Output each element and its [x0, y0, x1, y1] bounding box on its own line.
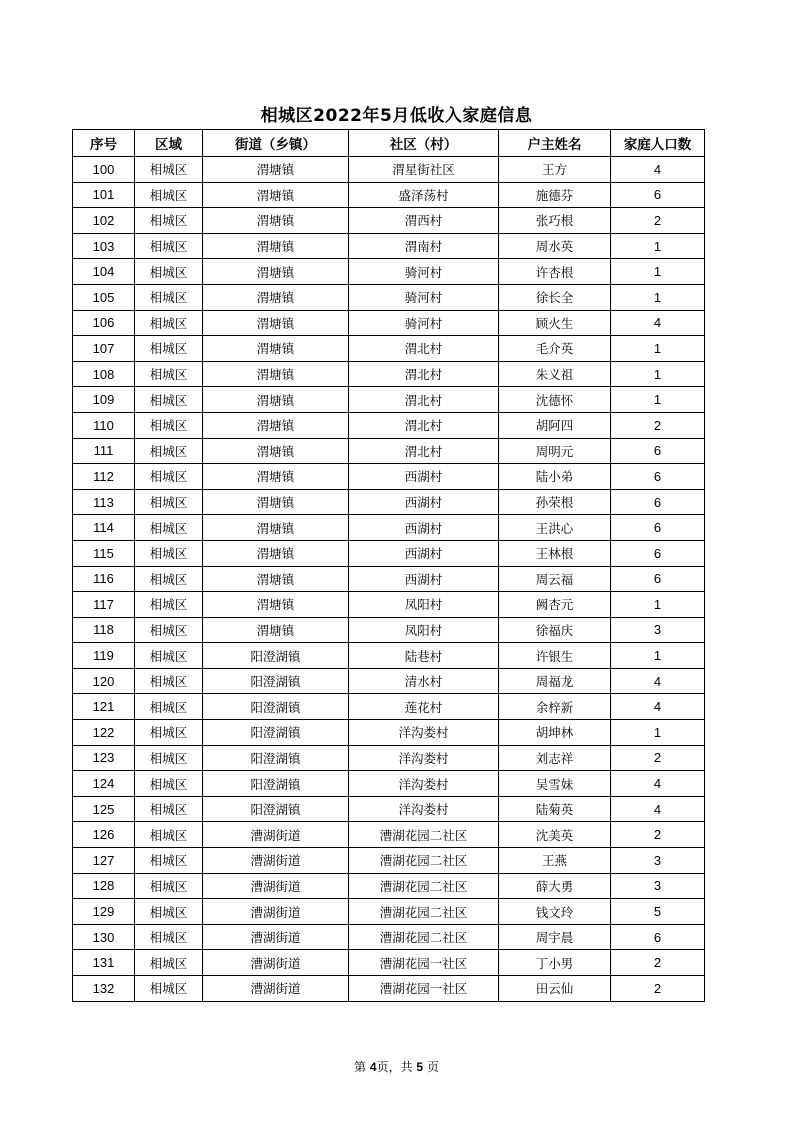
cell-householder: 施德芬	[499, 182, 611, 208]
low-income-table	[72, 129, 705, 1002]
cell-householder: 许杏根	[499, 259, 611, 285]
cell-street: 漕湖街道	[203, 976, 349, 1002]
table-row	[73, 233, 705, 259]
cell-region: 相城区	[135, 848, 203, 874]
table-row	[73, 540, 705, 566]
cell-family-size: 1	[611, 336, 705, 362]
cell-community: 骑河村	[349, 284, 499, 310]
cell-family-size: 6	[611, 540, 705, 566]
cell-community: 骑河村	[349, 310, 499, 336]
cell-index: 125	[73, 796, 135, 822]
cell-region: 相城区	[135, 182, 203, 208]
table-row	[73, 412, 705, 438]
cell-family-size: 6	[611, 464, 705, 490]
cell-family-size: 1	[611, 284, 705, 310]
cell-householder: 沈美英	[499, 822, 611, 848]
cell-householder: 徐长全	[499, 284, 611, 310]
cell-family-size: 4	[611, 310, 705, 336]
cell-community: 渭北村	[349, 336, 499, 362]
cell-region: 相城区	[135, 566, 203, 592]
cell-householder: 薛大勇	[499, 873, 611, 899]
cell-region: 相城区	[135, 464, 203, 490]
cell-street: 阳澄湖镇	[203, 720, 349, 746]
cell-family-size: 3	[611, 848, 705, 874]
table-row	[73, 873, 705, 899]
table-body	[73, 157, 705, 1002]
header-region: 区域	[135, 130, 203, 157]
cell-region: 相城区	[135, 438, 203, 464]
table-row	[73, 668, 705, 694]
cell-index: 123	[73, 745, 135, 771]
cell-street: 渭塘镇	[203, 208, 349, 234]
cell-index: 116	[73, 566, 135, 592]
cell-family-size: 4	[611, 694, 705, 720]
cell-street: 渭塘镇	[203, 412, 349, 438]
cell-community: 渭星街社区	[349, 157, 499, 183]
cell-region: 相城区	[135, 592, 203, 618]
table-row	[73, 310, 705, 336]
cell-community: 渭北村	[349, 438, 499, 464]
cell-index: 118	[73, 617, 135, 643]
cell-family-size: 1	[611, 643, 705, 669]
cell-street: 渭塘镇	[203, 515, 349, 541]
cell-street: 渭塘镇	[203, 182, 349, 208]
cell-street: 漕湖街道	[203, 822, 349, 848]
cell-householder: 许银生	[499, 643, 611, 669]
cell-householder: 孙荣根	[499, 489, 611, 515]
table-row	[73, 387, 705, 413]
table-row	[73, 796, 705, 822]
cell-index: 121	[73, 694, 135, 720]
cell-region: 相城区	[135, 668, 203, 694]
cell-street: 漕湖街道	[203, 899, 349, 925]
cell-family-size: 1	[611, 387, 705, 413]
footer-total-pages: 5	[416, 1060, 424, 1074]
cell-community: 凤阳村	[349, 617, 499, 643]
table-row	[73, 566, 705, 592]
table-row	[73, 924, 705, 950]
cell-community: 洋沟娄村	[349, 720, 499, 746]
cell-region: 相城区	[135, 336, 203, 362]
cell-region: 相城区	[135, 157, 203, 183]
table-row	[73, 694, 705, 720]
cell-householder: 余梓新	[499, 694, 611, 720]
cell-index: 120	[73, 668, 135, 694]
cell-index: 100	[73, 157, 135, 183]
table-row	[73, 745, 705, 771]
table-row	[73, 208, 705, 234]
cell-family-size: 4	[611, 771, 705, 797]
cell-index: 106	[73, 310, 135, 336]
cell-householder: 徐福庆	[499, 617, 611, 643]
cell-community: 西湖村	[349, 515, 499, 541]
cell-street: 渭塘镇	[203, 438, 349, 464]
cell-index: 131	[73, 950, 135, 976]
cell-community: 陆巷村	[349, 643, 499, 669]
cell-index: 117	[73, 592, 135, 618]
cell-householder: 沈德怀	[499, 387, 611, 413]
cell-index: 113	[73, 489, 135, 515]
cell-family-size: 2	[611, 208, 705, 234]
cell-householder: 周水英	[499, 233, 611, 259]
cell-householder: 丁小男	[499, 950, 611, 976]
cell-family-size: 4	[611, 668, 705, 694]
cell-community: 漕湖花园一社区	[349, 976, 499, 1002]
cell-householder: 田云仙	[499, 976, 611, 1002]
table-row	[73, 899, 705, 925]
cell-family-size: 4	[611, 157, 705, 183]
cell-index: 130	[73, 924, 135, 950]
cell-street: 渭塘镇	[203, 310, 349, 336]
cell-householder: 刘志祥	[499, 745, 611, 771]
cell-community: 漕湖花园二社区	[349, 848, 499, 874]
cell-community: 洋沟娄村	[349, 796, 499, 822]
cell-family-size: 2	[611, 822, 705, 848]
cell-street: 渭塘镇	[203, 233, 349, 259]
footer-suffix: 页	[426, 1060, 439, 1074]
cell-region: 相城区	[135, 540, 203, 566]
cell-family-size: 5	[611, 899, 705, 925]
page-title: 相城区2022年5月低收入家庭信息	[260, 106, 533, 126]
cell-community: 渭西村	[349, 208, 499, 234]
cell-family-size: 2	[611, 950, 705, 976]
cell-street: 阳澄湖镇	[203, 745, 349, 771]
cell-community: 西湖村	[349, 489, 499, 515]
cell-householder: 周福龙	[499, 668, 611, 694]
table-header-row	[73, 130, 705, 157]
cell-family-size: 1	[611, 592, 705, 618]
cell-householder: 王燕	[499, 848, 611, 874]
cell-family-size: 6	[611, 515, 705, 541]
cell-householder: 吴雪妹	[499, 771, 611, 797]
cell-community: 漕湖花园一社区	[349, 950, 499, 976]
cell-family-size: 2	[611, 745, 705, 771]
cell-street: 渭塘镇	[203, 387, 349, 413]
table-row	[73, 361, 705, 387]
cell-family-size: 2	[611, 976, 705, 1002]
cell-community: 莲花村	[349, 694, 499, 720]
cell-community: 渭北村	[349, 412, 499, 438]
cell-region: 相城区	[135, 233, 203, 259]
cell-family-size: 1	[611, 720, 705, 746]
cell-family-size: 3	[611, 873, 705, 899]
cell-community: 凤阳村	[349, 592, 499, 618]
cell-family-size: 6	[611, 182, 705, 208]
footer-prefix: 第	[354, 1060, 367, 1074]
cell-region: 相城区	[135, 361, 203, 387]
cell-region: 相城区	[135, 694, 203, 720]
cell-street: 渭塘镇	[203, 592, 349, 618]
cell-community: 漕湖花园二社区	[349, 873, 499, 899]
cell-householder: 张巧根	[499, 208, 611, 234]
cell-community: 洋沟娄村	[349, 745, 499, 771]
cell-index: 101	[73, 182, 135, 208]
cell-region: 相城区	[135, 489, 203, 515]
header-community: 社区（村）	[349, 130, 499, 157]
cell-index: 109	[73, 387, 135, 413]
footer-middle: 页，共	[376, 1060, 413, 1074]
cell-index: 122	[73, 720, 135, 746]
cell-index: 108	[73, 361, 135, 387]
cell-family-size: 2	[611, 412, 705, 438]
cell-community: 骑河村	[349, 259, 499, 285]
cell-householder: 周云福	[499, 566, 611, 592]
cell-community: 西湖村	[349, 464, 499, 490]
cell-region: 相城区	[135, 822, 203, 848]
cell-index: 110	[73, 412, 135, 438]
cell-community: 西湖村	[349, 540, 499, 566]
cell-index: 124	[73, 771, 135, 797]
table-row	[73, 259, 705, 285]
cell-region: 相城区	[135, 643, 203, 669]
table-row	[73, 617, 705, 643]
cell-region: 相城区	[135, 617, 203, 643]
cell-index: 103	[73, 233, 135, 259]
table-row	[73, 848, 705, 874]
cell-region: 相城区	[135, 259, 203, 285]
cell-street: 渭塘镇	[203, 361, 349, 387]
cell-householder: 胡阿四	[499, 412, 611, 438]
cell-community: 漕湖花园二社区	[349, 899, 499, 925]
cell-community: 渭北村	[349, 387, 499, 413]
cell-region: 相城区	[135, 387, 203, 413]
cell-street: 阳澄湖镇	[203, 796, 349, 822]
cell-community: 漕湖花园二社区	[349, 924, 499, 950]
header-family-size: 家庭人口数	[611, 130, 705, 157]
table-row	[73, 438, 705, 464]
cell-householder: 胡坤林	[499, 720, 611, 746]
cell-region: 相城区	[135, 412, 203, 438]
cell-index: 129	[73, 899, 135, 925]
cell-region: 相城区	[135, 796, 203, 822]
cell-index: 102	[73, 208, 135, 234]
cell-index: 127	[73, 848, 135, 874]
cell-street: 阳澄湖镇	[203, 643, 349, 669]
cell-street: 渭塘镇	[203, 540, 349, 566]
cell-street: 漕湖街道	[203, 924, 349, 950]
cell-community: 盛泽荡村	[349, 182, 499, 208]
cell-street: 阳澄湖镇	[203, 668, 349, 694]
cell-community: 西湖村	[349, 566, 499, 592]
cell-family-size: 1	[611, 361, 705, 387]
table-row	[73, 336, 705, 362]
cell-index: 111	[73, 438, 135, 464]
cell-street: 渭塘镇	[203, 489, 349, 515]
cell-householder: 顾火生	[499, 310, 611, 336]
cell-householder: 陆菊英	[499, 796, 611, 822]
cell-householder: 王洪心	[499, 515, 611, 541]
footer-page-number: 4	[369, 1060, 377, 1074]
cell-family-size: 4	[611, 796, 705, 822]
cell-index: 114	[73, 515, 135, 541]
page-footer	[0, 1058, 793, 1075]
cell-family-size: 6	[611, 566, 705, 592]
cell-index: 119	[73, 643, 135, 669]
cell-family-size: 6	[611, 924, 705, 950]
cell-street: 渭塘镇	[203, 336, 349, 362]
cell-index: 112	[73, 464, 135, 490]
cell-street: 渭塘镇	[203, 464, 349, 490]
cell-index: 115	[73, 540, 135, 566]
header-street: 街道（乡镇）	[203, 130, 349, 157]
table-row	[73, 592, 705, 618]
cell-householder: 阙杏元	[499, 592, 611, 618]
cell-community: 清水村	[349, 668, 499, 694]
cell-index: 132	[73, 976, 135, 1002]
cell-region: 相城区	[135, 899, 203, 925]
cell-family-size: 1	[611, 233, 705, 259]
cell-householder: 周宇晨	[499, 924, 611, 950]
table-row	[73, 284, 705, 310]
cell-region: 相城区	[135, 284, 203, 310]
cell-region: 相城区	[135, 745, 203, 771]
cell-street: 渭塘镇	[203, 284, 349, 310]
cell-householder: 毛介英	[499, 336, 611, 362]
cell-community: 漕湖花园二社区	[349, 822, 499, 848]
cell-street: 阳澄湖镇	[203, 771, 349, 797]
table-row	[73, 720, 705, 746]
table-row	[73, 950, 705, 976]
cell-street: 渭塘镇	[203, 566, 349, 592]
cell-region: 相城区	[135, 515, 203, 541]
cell-street: 渭塘镇	[203, 617, 349, 643]
cell-family-size: 6	[611, 438, 705, 464]
cell-householder: 周明元	[499, 438, 611, 464]
cell-householder: 钱文玲	[499, 899, 611, 925]
table-row	[73, 515, 705, 541]
table-row	[73, 157, 705, 183]
table-row	[73, 771, 705, 797]
cell-street: 漕湖街道	[203, 848, 349, 874]
table-row	[73, 643, 705, 669]
cell-region: 相城区	[135, 771, 203, 797]
header-householder: 户主姓名	[499, 130, 611, 157]
cell-family-size: 6	[611, 489, 705, 515]
header-index: 序号	[73, 130, 135, 157]
cell-region: 相城区	[135, 208, 203, 234]
cell-street: 漕湖街道	[203, 950, 349, 976]
table-row	[73, 489, 705, 515]
cell-index: 104	[73, 259, 135, 285]
cell-index: 128	[73, 873, 135, 899]
cell-householder: 王林根	[499, 540, 611, 566]
cell-region: 相城区	[135, 310, 203, 336]
cell-street: 阳澄湖镇	[203, 694, 349, 720]
cell-householder: 陆小弟	[499, 464, 611, 490]
table-row	[73, 976, 705, 1002]
cell-community: 洋沟娄村	[349, 771, 499, 797]
cell-region: 相城区	[135, 924, 203, 950]
cell-region: 相城区	[135, 950, 203, 976]
table-row	[73, 822, 705, 848]
cell-index: 105	[73, 284, 135, 310]
cell-street: 渭塘镇	[203, 259, 349, 285]
cell-community: 渭南村	[349, 233, 499, 259]
cell-region: 相城区	[135, 720, 203, 746]
cell-street: 漕湖街道	[203, 873, 349, 899]
cell-community: 渭北村	[349, 361, 499, 387]
cell-householder: 王方	[499, 157, 611, 183]
cell-index: 126	[73, 822, 135, 848]
cell-householder: 朱义祖	[499, 361, 611, 387]
cell-region: 相城区	[135, 976, 203, 1002]
cell-family-size: 3	[611, 617, 705, 643]
cell-street: 渭塘镇	[203, 157, 349, 183]
cell-region: 相城区	[135, 873, 203, 899]
table-row	[73, 464, 705, 490]
cell-family-size: 1	[611, 259, 705, 285]
cell-index: 107	[73, 336, 135, 362]
table-row	[73, 182, 705, 208]
